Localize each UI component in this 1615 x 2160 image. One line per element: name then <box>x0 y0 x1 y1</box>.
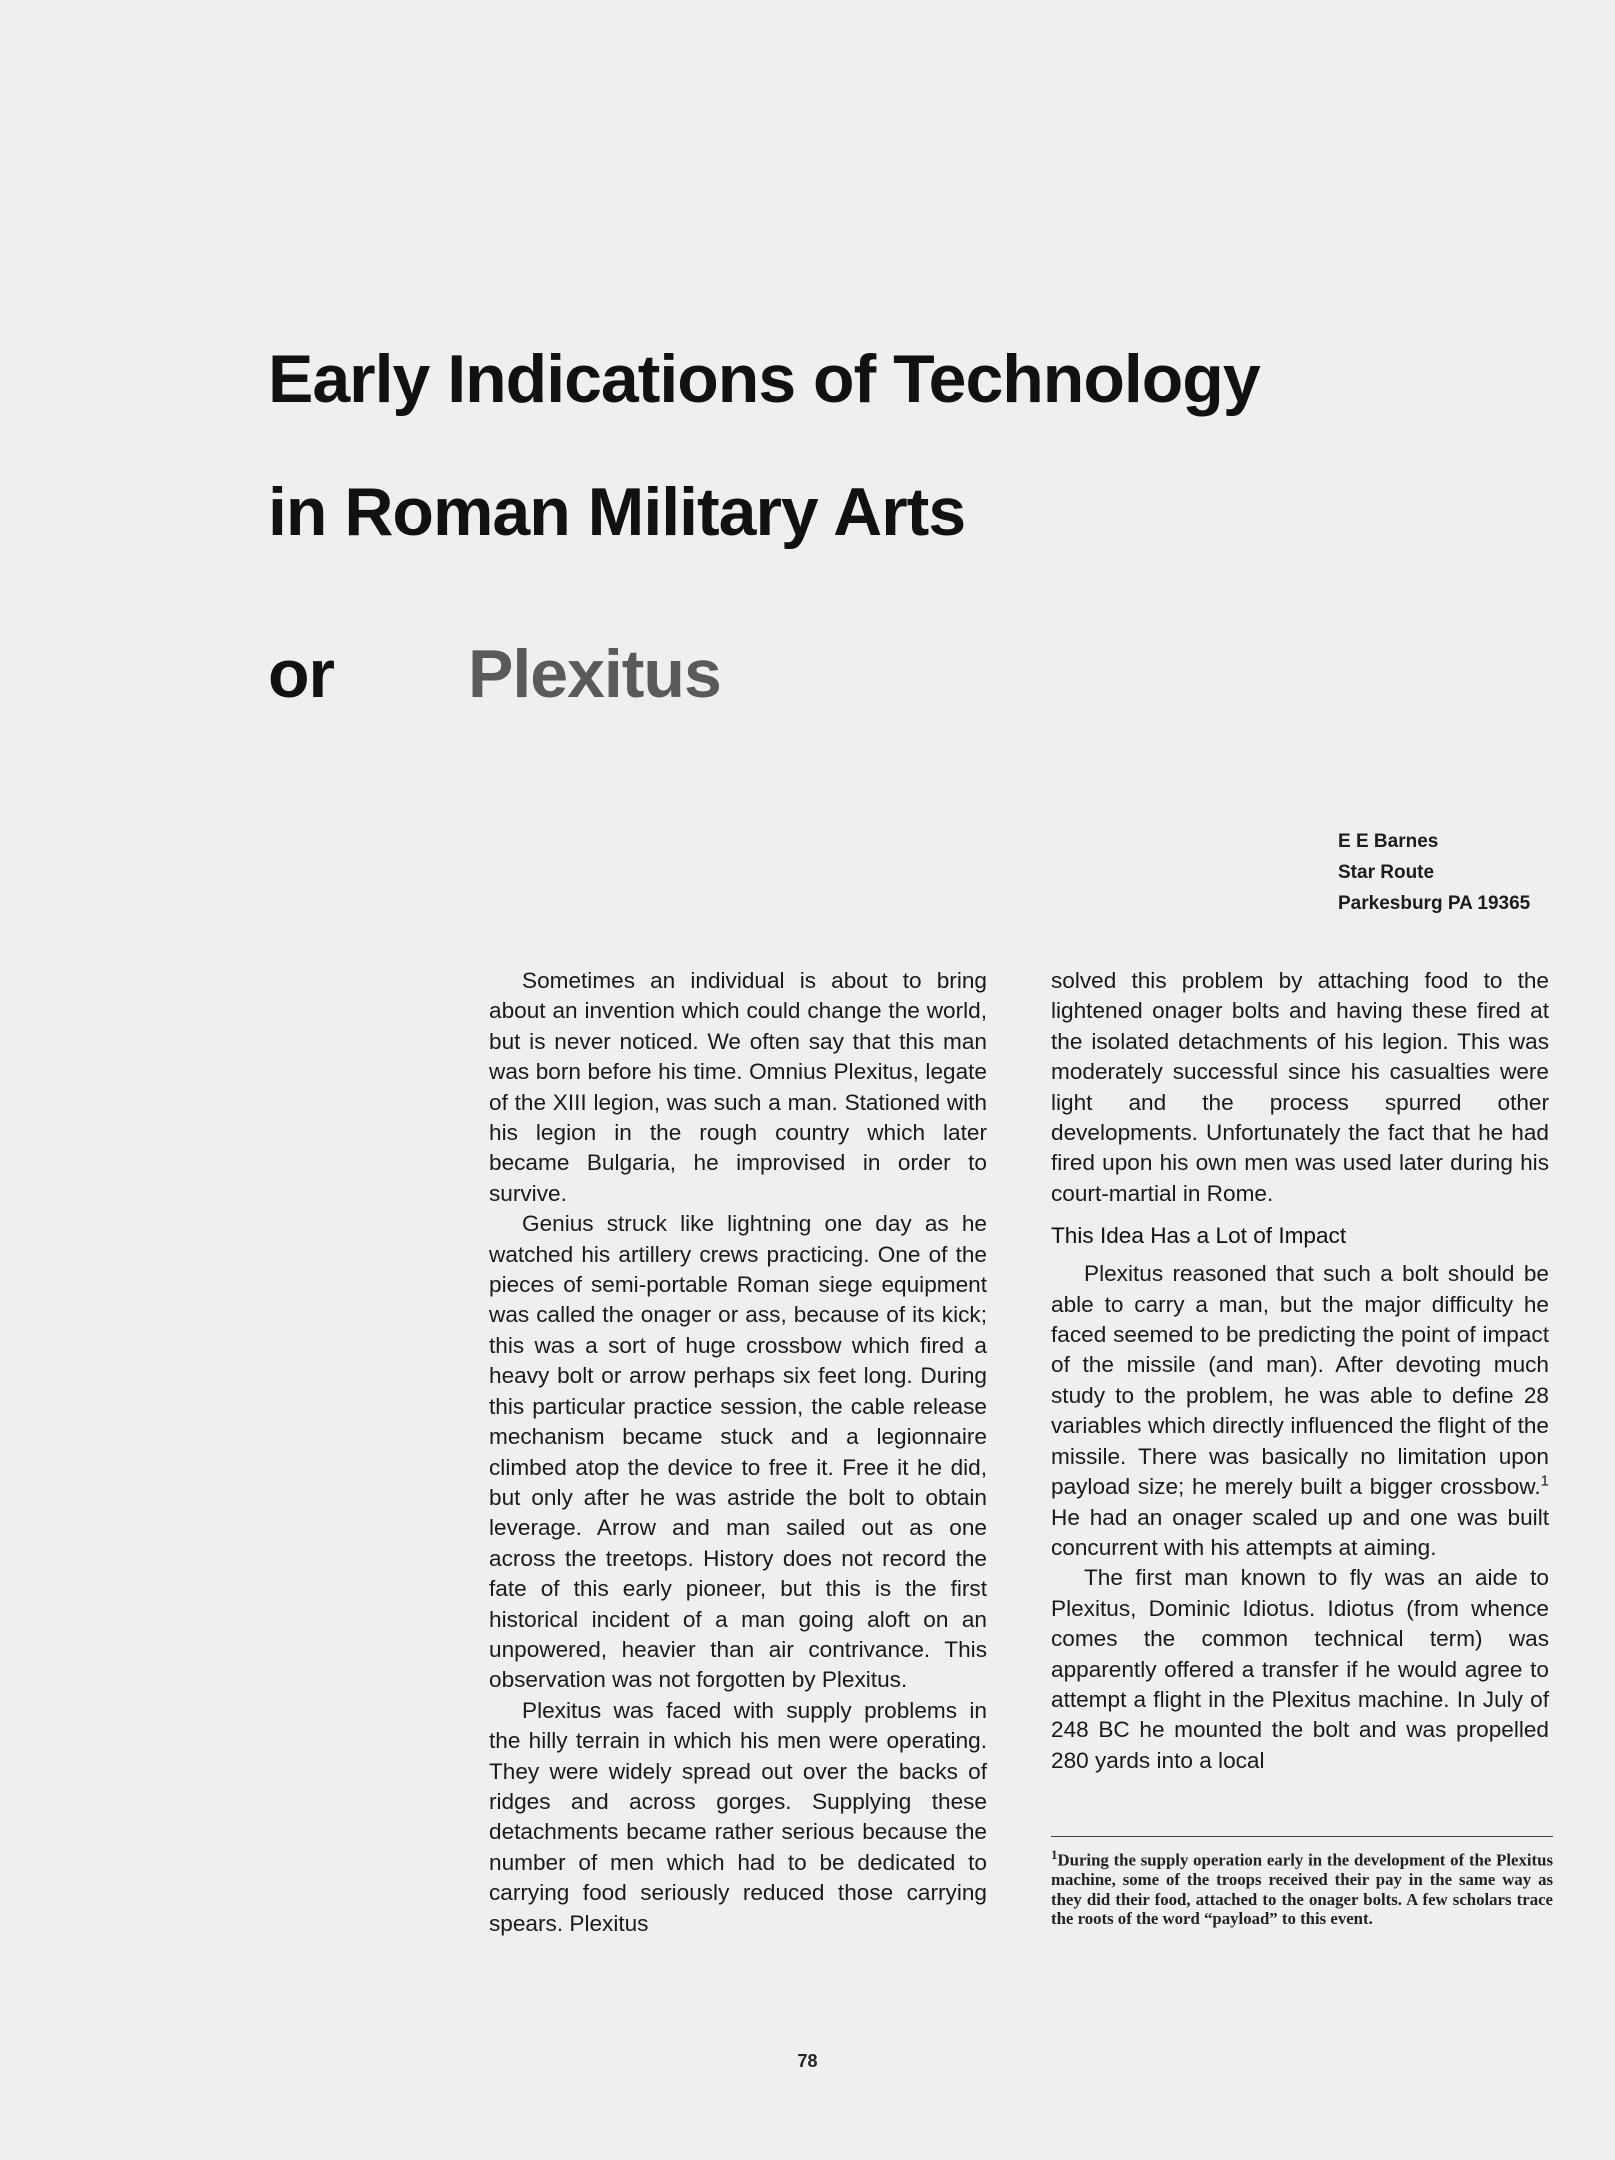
paragraph: solved this problem by attaching food to the lightened onager bolts and having these fired at the isolated detachments of his legion. This was moderately successful since his casualties were light and the process spurred other developments. Unfortunately the fact that he had fired upon his own men was used later during his court-martial in Rome. <box>1051 968 1549 1206</box>
page-number: 78 <box>797 2051 818 2071</box>
author-block <box>1338 826 1530 919</box>
body-column-left <box>489 966 987 1939</box>
body-column-right <box>1051 966 1549 1776</box>
paragraph-text: He had an onager scaled up and one was built concurrent with his attempts at aiming. <box>1051 1504 1549 1560</box>
paragraph <box>1051 1259 1549 1563</box>
article-title-or: or <box>268 636 334 712</box>
paragraph: Sometimes an individual is about to bring about an invention which could change the world, but is never noticed. We often say that this man was born before his time. Omnius Plexitus, legate of the XIII legion, was such a man. Stationed with his legion in the rough country which later became Bulgaria, he improvised in order to survive. <box>489 968 987 1206</box>
article-alt-title: Plexitus <box>468 636 721 712</box>
article-title-line-2: in Roman Military Arts <box>268 474 966 550</box>
footnote <box>1051 1836 1553 1929</box>
section-heading: This Idea Has a Lot of Impact <box>1051 1223 1347 1249</box>
footnote-marker: 1 <box>1051 1847 1058 1862</box>
footnote-text: During the supply operation early in the development of the Plexitus machine, some of the troops received their pay in the same way as they did their food, attached to the onager bolts. A few scholars trace the roots of the word “payload” to this event. <box>1051 1850 1553 1929</box>
author-address-line-2: Parkesburg PA 19365 <box>1338 893 1531 914</box>
article-title-line-1: Early Indications of Technology <box>268 341 1260 417</box>
paragraph: The first man known to fly was an aide to Plexitus, Dominic Idiotus. Idiotus (from whence comes the common technical term) was apparently offered a transfer if he would agree to attempt a flight in the Plexitus machine. In July of 248 BC he mounted the bolt and was propelled 280 yards into a local <box>1051 1565 1549 1773</box>
paragraph: Genius struck like lightning one day as he watched his artillery crews practicing. One of the pieces of semi-portable Roman siege equipment was called the onager or ass, because of its kick; this was a sort of huge crossbow which fired a heavy bolt or arrow perhaps six feet long. During this particular practice session, the cable release mechanism became stuck and a legionnaire climbed atop the device to free it. Free it he did, but only after he was astride the bolt to obtain leverage. Arrow and man sailed out as one across the treetops. History does not record the fate of this early pioneer, but this is the first historical incident of a man going aloft on an unpowered, heavier than air contrivance. This observation was not forgotten by Plexitus. <box>489 1211 987 1693</box>
footnote-reference: 1 <box>1540 1472 1549 1490</box>
paragraph-text: Plexitus reasoned that such a bolt should be able to carry a man, but the major difficulty he faced seemed to be predicting the point of impact of the missile (and man). After devoting much study to the problem, he was able to define 28 variables which directly influenced the flight of the missile. There was basically no limitation upon payload size; he merely built a bigger crossbow. <box>1051 1261 1549 1500</box>
author-address-line-1: Star Route <box>1338 862 1435 883</box>
paragraph: Plexitus was faced with supply problems in the hilly terrain in which his men were operating. They were widely spread out over the backs of ridges and across gorges. Supplying these detachments became rather serious because the number of men which had to be dedicated to carrying food seriously reduced those carrying spears. Plexitus <box>489 1697 987 1936</box>
author-name: E E Barnes <box>1338 831 1439 852</box>
